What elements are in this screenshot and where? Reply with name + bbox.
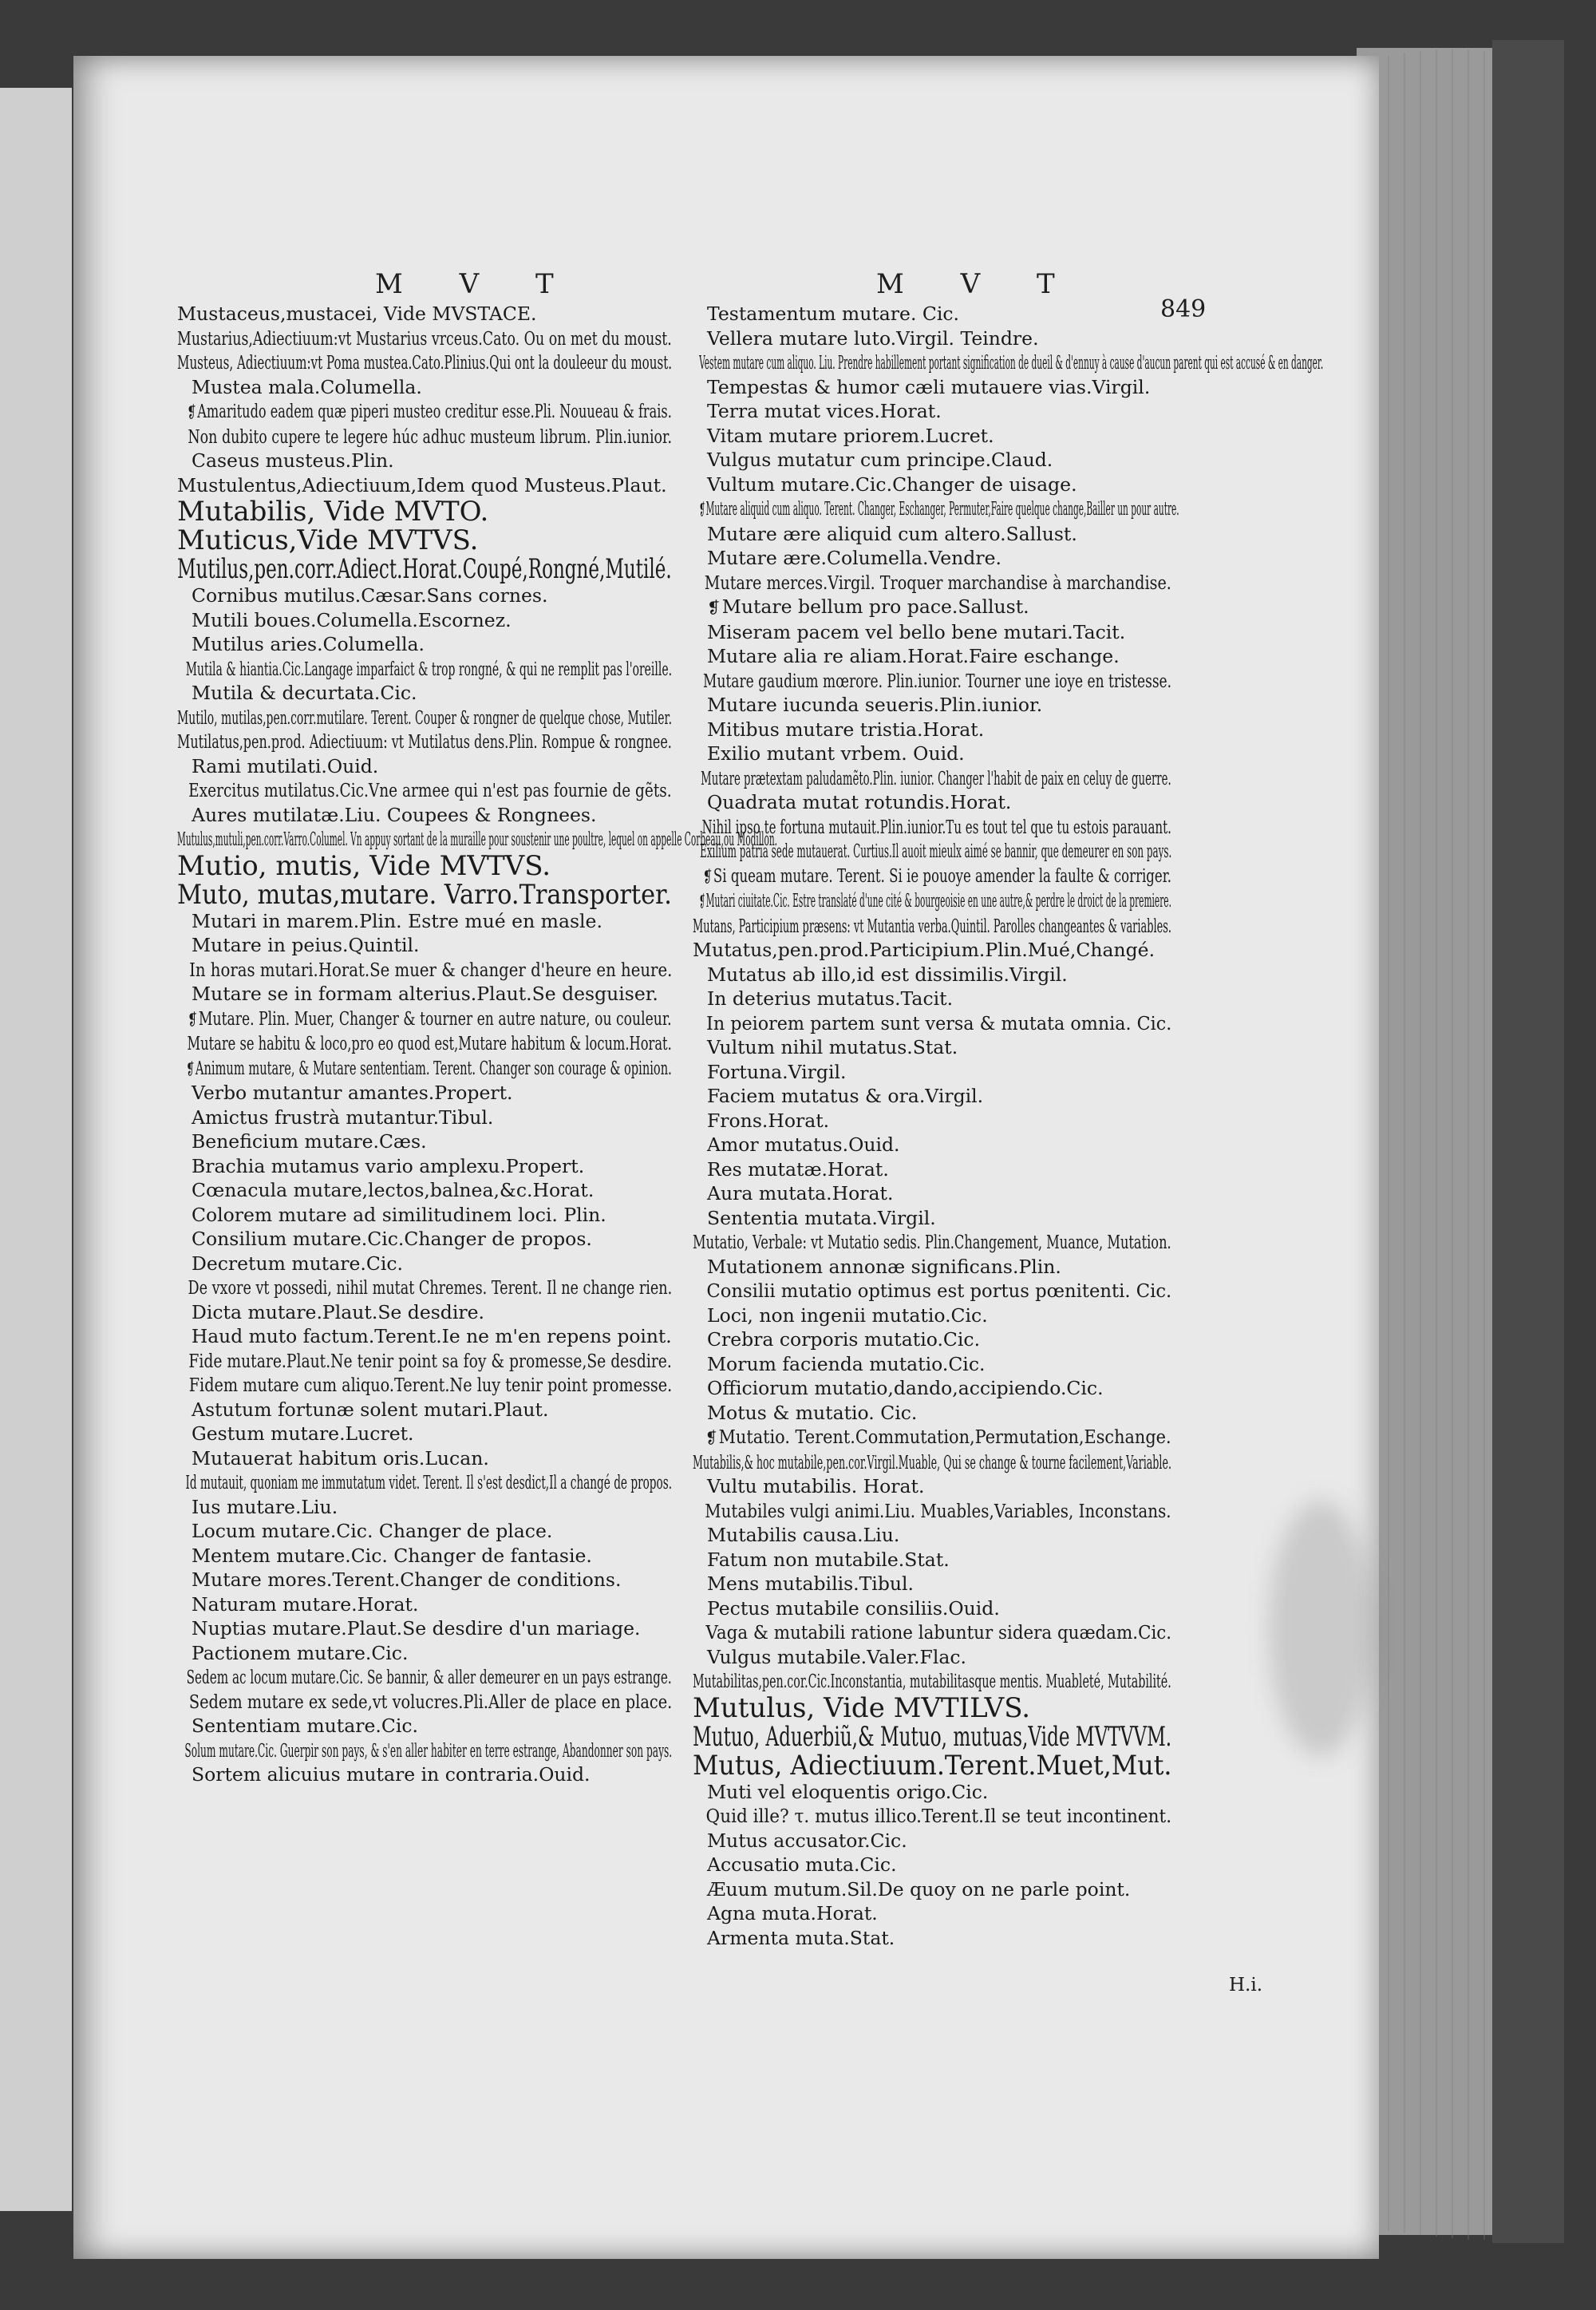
entry: Tempestas & humor cæli mutauere vias.Virgil.	[707, 375, 1151, 398]
entry: Mutatus,pen.prod.Participium.Plin.Mué,Changé.	[693, 939, 1156, 961]
entry: Mentem mutare.Cic. Changer de fantasie.	[192, 1544, 592, 1567]
entry: Mutare iucunda seueris.Plin.iunior.	[707, 694, 1043, 716]
entry: Fatum non mutabile.Stat.	[707, 1548, 950, 1571]
entry: Sedem mutare ex sede,vt volucres.Pli.Aller de place en place.	[188, 1690, 673, 1713]
entry: ❡ Mutari ciuitate.Cic. Estre translaté d'une cité & bourgeoisie en une autre,& perdre le droict de la premiere.	[693, 888, 909, 914]
running-head-left: M V T	[375, 268, 578, 300]
entry: ❡ Animum mutare, & Mutare sententiam. Terent. Changer son courage & opinion.	[177, 1056, 485, 1082]
entry: Exilio mutant vrbem. Ouid.	[707, 742, 965, 765]
entry: Mustea mala.Columella.	[192, 375, 422, 398]
entry: Verbo mutantur amantes.Propert.	[192, 1082, 513, 1104]
entry: Beneficium mutare.Cæs.	[192, 1130, 427, 1153]
entry: Mutatus ab illo,id est dissimilis.Virgil.	[707, 963, 1068, 986]
entry: Nuptias mutare.Plaut.Se desdire d'un mariage.	[192, 1617, 641, 1640]
entry: Rami mutilati.Ouid.	[192, 754, 379, 777]
entry: Loci, non ingenii mutatio.Cic.	[707, 1303, 988, 1327]
entry: Mutare se in formam alterius.Plaut.Se desguiser.	[192, 983, 658, 1005]
catchword: H.i.	[1229, 1975, 1263, 1996]
entry: Armenta muta.Stat.	[707, 1926, 895, 1949]
entry: Vulgus mutatur cum principe.Claud.	[707, 449, 1053, 471]
entry: Mutare merces.Virgil. Troquer marchandise à marchandise.	[704, 571, 1171, 594]
entry: Non dubito cupere te legere húc adhuc musteum librum. Plin.iunior.	[188, 425, 673, 448]
entry: Cornibus mutilus.Cæsar.Sans cornes.	[192, 584, 548, 607]
entry: Mutila & decurtata.Cic.	[192, 682, 417, 704]
page-number: 849	[1160, 295, 1207, 323]
entry: Vitam mutare priorem.Lucret.	[707, 424, 994, 447]
entry: Id mutauit, quoniam me immutatum videt. Terent. Il s'est desdict,Il a changé de propos.	[185, 1471, 673, 1493]
entry: Haud muto factum.Terent.Ie ne m'en repens point.	[191, 1325, 672, 1347]
entry: Vulgus mutabile.Valer.Flac.	[707, 1645, 966, 1668]
entry: ❡ Mutare. Plin. Muer, Changer & tourner en autre nature, ou couleur.	[177, 1007, 539, 1032]
entry: Accusatio muta.Cic.	[707, 1853, 897, 1876]
entry: Aura mutata.Horat.	[707, 1182, 894, 1204]
entry: Testamentum mutare. Cic.	[707, 303, 960, 325]
entry: Crebra corporis mutatio.Cic.	[707, 1328, 981, 1351]
entry: Quid ille? τ. mutus illico.Terent.Il se teut incontinent.	[705, 1805, 1172, 1827]
entry: ❡ Mutatio. Terent.Commutation,Permutation,Eschange.	[693, 1425, 1117, 1450]
entry: ❡ Amaritudo eadem quæ piperi musteo creditur esse.Pli. Nouueau & frais.	[177, 399, 517, 425]
entry: Morum facienda mutatio.Cic.	[707, 1352, 986, 1375]
entry: Mutuo, Aduerbiũ,& Mutuo, mutuas,Vide MVTVVM.	[693, 1720, 1172, 1753]
entry: Mutabilis,& hoc mutabile,pen.cor.Virgil.Muable, Qui se change & tourne facilement,Variable.	[693, 1450, 1171, 1473]
entry: Nihil ipso te fortuna mutauit.Plin.iunior.Tu es tout tel que tu estois parauant.	[701, 815, 1171, 838]
entry: Mutio, mutis, Vide MVTVS.	[177, 849, 551, 882]
entry: Dicta mutare.Plaut.Se desdire.	[192, 1300, 484, 1323]
entry: Res mutatæ.Horat.	[707, 1157, 889, 1181]
entry: Gestum mutare.Lucret.	[192, 1422, 414, 1445]
entry: Mutare ære aliquid cum altero.Sallust.	[707, 522, 1077, 545]
entry: Motus & mutatio. Cic.	[707, 1401, 918, 1424]
entry: Terra mutat vices.Horat.	[707, 400, 942, 422]
entry: Mutulus,mutuli,pen.corr.Varro.Columel. Vn appuy sortant de la muraille pour soustenir une poultre, lequel on appelle Corbeau,ou Modillon.	[177, 828, 778, 850]
entry: Mutans, Participium præsens: vt Mutantia verba.Quintil. Parolles changeantes & variables.	[693, 914, 1172, 937]
entry: De vxore vt possedi, nihil mutat Chremes. Terent. Il ne change rien.	[188, 1276, 673, 1299]
entry: Mustulentus,Adiectiuum,Idem quod Musteus.Plaut.	[177, 473, 667, 496]
entry: Mutauerat habitum oris.Lucan.	[192, 1446, 489, 1469]
entry: Colorem mutare ad similitudinem loci. Plin.	[192, 1203, 606, 1226]
entry: Vaga & mutabili ratione labuntur sidera quædam.Cic.	[705, 1621, 1172, 1644]
entry: Solum mutare.Cic. Guerpir son pays, & s'en aller habiter en terre estrange, Abandonner son pays.	[184, 1738, 673, 1762]
entry: Mutare in peius.Quintil.	[192, 934, 420, 956]
entry: Mutare prætextam paludamẽto.Plin. iunior. Changer l'habit de paix en celuy de guerre.	[701, 766, 1171, 789]
entry: In horas mutari.Horat.Se muer & changer d'heure en heure.	[189, 958, 673, 981]
entry: Mutulus, Vide MVTILVS.	[693, 1691, 1031, 1724]
entry: Locum mutare.Cic. Changer de place.	[192, 1520, 553, 1542]
entry: Vultu mutabilis. Horat.	[707, 1475, 925, 1497]
entry: Fidem mutare cum aliquo.Terent.Ne luy tenir point promesse.	[188, 1374, 673, 1396]
entry: Mutabilitas,pen.cor.Cic.Inconstantia, mutabilitasque mentis. Muableté, Mutabilité.	[693, 1670, 1171, 1692]
entry: Fide mutare.Plaut.Ne tenir point sa foy & promesse,Se desdire.	[188, 1349, 672, 1372]
entry: Mutari in marem.Plin. Estre mué en masle.	[192, 909, 602, 932]
entry: Amor mutatus.Ouid.	[707, 1133, 900, 1156]
entry: Mutare gaudium mœrore. Plin.iunior. Tourner une ioye en tristesse.	[703, 669, 1172, 692]
entry: Mutare se habitu & loco,pro eo quod est,Mutare habitum & locum.Horat.	[187, 1032, 672, 1054]
entry: Vultum nihil mutatus.Stat.	[707, 1036, 958, 1058]
entry: Vultum mutare.Cic.Changer de uisage.	[707, 473, 1077, 496]
entry: Exilium patria sede mutauerat. Curtius.Il auoit mieulx aimé se bannir, que demeurer en son pays.	[700, 840, 1172, 862]
entry: Ius mutare.Liu.	[192, 1495, 338, 1518]
entry: Exercitus mutilatus.Cic.Vne armee qui n'est pas fournie de gẽts.	[188, 779, 672, 801]
entry: Mutilatus,pen.prod. Adiectiuum: vt Mutilatus dens.Plin. Rompue & rongnee.	[177, 730, 672, 753]
entry: Mutatio, Verbale: vt Mutatio sedis. Plin.Changement, Muance, Mutation.	[693, 1231, 1171, 1253]
page-stain	[1269, 1501, 1373, 1756]
entry: Mustarius,Adiectiuum:vt Mustarius vrceus.Cato. Ou on met du moust.	[177, 326, 672, 350]
entry: Amictus frustrà mutantur.Tibul.	[192, 1106, 494, 1129]
entry: Mutilo, mutilas,pen.corr.mutilare. Terent. Couper & rongner de quelque chose, Mutiler.	[177, 706, 673, 729]
entry: Consilii mutatio optimus est portus pœnitenti. Cic.	[706, 1280, 1172, 1302]
entry: Agna muta.Horat.	[707, 1902, 878, 1924]
entry: Sententia mutata.Virgil.	[707, 1206, 936, 1229]
entry: Mutabiles vulgi animi.Liu. Muables,Variables, Inconstans.	[705, 1499, 1171, 1522]
entry: Mutationem annonæ significans.Plin.	[707, 1255, 1061, 1278]
entry: ❡ Mutare aliquid cum aliquo. Terent. Changer, Eschanger, Permuter,Faire quelque change,Bailler un pour autre.	[693, 496, 908, 522]
entry: Mustaceus,mustacei, Vide MVSTACE.	[177, 303, 537, 325]
entry: Pectus mutabile consiliis.Ouid.	[707, 1596, 1000, 1620]
entry: Frons.Horat.	[707, 1109, 830, 1132]
entry: Mutabilis causa.Liu.	[707, 1524, 900, 1546]
entry: Astutum fortunæ solent mutari.Plaut.	[192, 1398, 549, 1421]
entry: Musteus, Adiectiuum:vt Poma mustea.Cato.Plinius.Qui ont la douleeur du moust.	[177, 351, 673, 374]
entry: Decretum mutare.Cic.	[192, 1252, 403, 1275]
entry: Mutilus,pen.corr.Adiect.Horat.Coupé,Rongné,Mutilé.	[177, 553, 672, 585]
entry: Sortem alicuius mutare in contraria.Ouid.	[192, 1763, 591, 1786]
entry: In deterius mutatus.Tacit.	[707, 987, 954, 1010]
entry: Sedem ac locum mutare.Cic. Se bannir, & aller demeurer en un pays estrange.	[186, 1666, 672, 1688]
entry: Mutila & hiantia.Cic.Langage imparfaict & trop rongné, & qui ne remplit pas l'oreille.	[185, 657, 673, 680]
entry: Officiorum mutatio,dando,accipiendo.Cic.	[707, 1377, 1104, 1399]
entry: In peiorem partem sunt versa & mutata omnia. Cic.	[706, 1011, 1172, 1034]
entry: Quadrata mutat rotundis.Horat.	[707, 791, 1012, 813]
entry: Mitibus mutare tristia.Horat.	[707, 718, 985, 741]
entry: Mutus accusator.Cic.	[707, 1829, 907, 1852]
entry: Mutare mores.Terent.Changer de conditions.	[192, 1568, 622, 1591]
running-head-right: M V T	[876, 268, 1079, 300]
entry: Consilium mutare.Cic.Changer de propos.	[192, 1228, 592, 1250]
entry: Faciem mutatus & ora.Virgil.	[707, 1085, 984, 1107]
entry: Cœnacula mutare,lectos,balnea,&c.Horat.	[192, 1179, 595, 1201]
entry: Fortuna.Virgil.	[707, 1060, 847, 1083]
entry: Mutabilis, Vide MVTO.	[177, 496, 489, 528]
entry: Muto, mutas,mutare. Varro.Transporter.	[177, 878, 672, 911]
entry: Caseus musteus.Plin.	[192, 449, 394, 472]
entry: Mutus, Adiectiuum.Terent.Muet,Mut.	[693, 1749, 1172, 1782]
entry: Mutilus aries.Columella.	[192, 633, 425, 655]
entry: Vellera mutare luto.Virgil. Teindre.	[707, 326, 1039, 350]
entry: ❡ Mutare bellum pro pace.Sallust.	[693, 595, 1171, 620]
entry: Naturam mutare.Horat.	[192, 1592, 419, 1616]
entry: Muti vel eloquentis origo.Cic.	[707, 1780, 989, 1803]
entry: Mens mutabilis.Tibul.	[707, 1572, 914, 1595]
entry: Aures mutilatæ.Liu. Coupees & Rongnees.	[192, 803, 597, 826]
entry: Vestem mutare cum aliquo. Liu. Prendre habillement portant signification de dueil & d'ennuy à cause d'aucun parent qui est accusé & en danger.	[699, 351, 1324, 374]
entry: ❡ Si queam mutare. Terent. Si ie pouoye amender la faulte & corriger.	[693, 864, 1030, 889]
entry: Mutare ære.Columella.Vendre.	[707, 547, 1001, 569]
entry: Æuum mutum.Sil.De quoy on ne parle point.	[707, 1877, 1131, 1901]
entry: Mutili boues.Columella.Escornez.	[192, 608, 512, 631]
entry: Miseram pacem vel bello bene mutari.Tacit.	[707, 620, 1126, 643]
entry: Muticus,Vide MVTVS.	[177, 524, 479, 556]
entry: Pactionem mutare.Cic.	[192, 1641, 409, 1664]
entry: Brachia mutamus vario amplexu.Propert.	[192, 1154, 585, 1177]
entry: Mutare alia re aliam.Horat.Faire eschange.	[707, 645, 1120, 667]
entry: Sententiam mutare.Cic.	[192, 1715, 418, 1737]
